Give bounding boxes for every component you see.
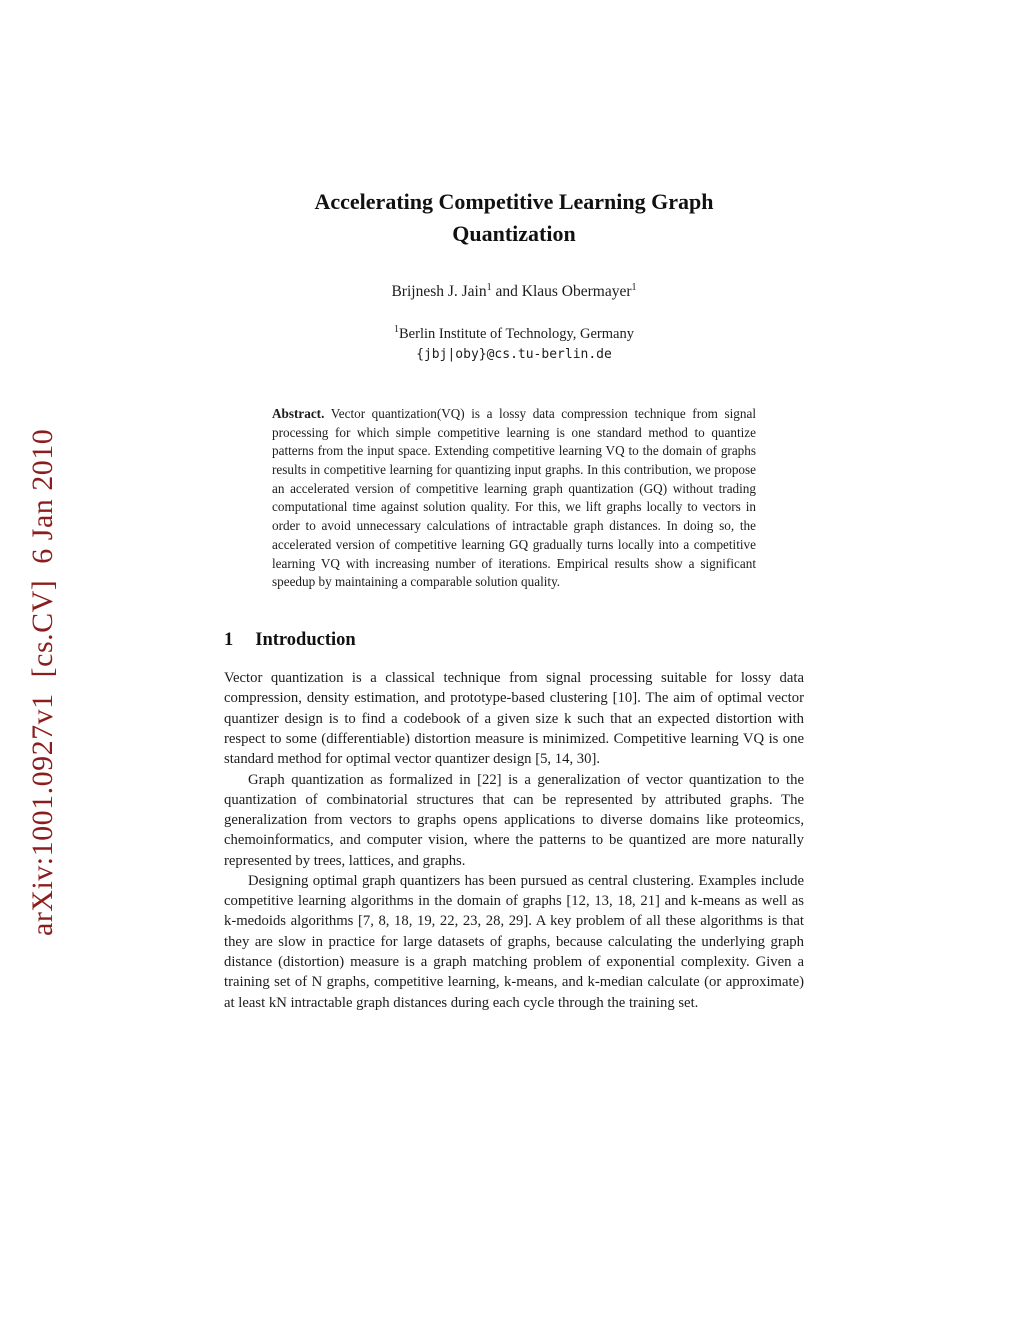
abstract-text: Vector quantization(VQ) is a lossy data compression technique from signal processing for which simple competitive learning is one standard method to quantize patterns from the input space. Extending competitive learning VQ to the domain of graphs results in competitive learning for quantizing input graphs. In this contribution, we propose an accelerated version of competitive learning graph quantization (GQ) without trading computational time against solution quality. For this, we lift graphs locally to vectors in order to avoid unnecessary calculations of intractable graph distances. In doing so, the accelerated version of competitive learning GQ gradually turns locally into a competitive learning VQ with increasing number of iterations. Empirical results show a significant speedup by maintaining a comparable solution quality. bbox=[272, 405, 756, 590]
paper-title: Accelerating Competitive Learning Graph Quantization bbox=[314, 189, 714, 246]
section-heading-introduction bbox=[224, 630, 804, 651]
affiliation-line bbox=[224, 324, 804, 343]
paragraph-2: Graph quantization as formalized in [22] is a generalization of vector quantization to the quantization of combinatorial structures that can be represented by attributed graphs. The generalization from vectors to graphs opens applications to diverse domains like proteomics, chemoinformatics, and computer vision, where the patterns to be quantized are more naturally represented by trees, lattices, and graphs. bbox=[224, 771, 804, 869]
author-name-1: Brijnesh J. Jain bbox=[391, 282, 487, 300]
email-line: {jbj|oby}@cs.tu-berlin.de bbox=[416, 346, 612, 362]
section-number: 1 bbox=[224, 630, 234, 651]
author-1-affiliation-mark: 1 bbox=[486, 281, 492, 293]
authors-connector: and bbox=[491, 282, 522, 300]
abstract-label: Abstract. bbox=[272, 405, 325, 421]
affiliation-text: Berlin Institute of Technology, Germany bbox=[399, 325, 634, 342]
paragraph-1: Vector quantization is a classical technique from signal processing suitable for lossy data compression, density estimation, and prototype-based clustering [10]. The aim of optimal vector quantizer design is to find a codebook of a given size k such that an expected distortion with respect to some (differentiable) distortion measure is minimized. Competitive learning VQ is one standard method for optimal vector quantizer design [5, 14, 30]. bbox=[224, 670, 804, 768]
arxiv-watermark: arXiv:1001.0927v1 [cs.CV] 6 Jan 2010 bbox=[26, 428, 59, 936]
paragraph-3: Designing optimal graph quantizers has been pursued as central clustering. Examples include competitive learning algorithms in the domain of graphs [12, 13, 18, 21] and k-means as well as k-medoids algorithms [7, 8, 18, 19, 22, 23, 28, 29]. A key problem of all these algorithms is that they are slow in practice for large datasets of graphs, because calculating the underlying graph distance (distortion) measure is a graph matching problem of exponential complexity. Given a training set of N graphs, competitive learning, k-means, and k-median calculate (or approximate) at least kN intractable graph distances during each cycle through the training set. bbox=[224, 872, 804, 1011]
section-title: Introduction bbox=[255, 630, 356, 651]
paper-content bbox=[224, 0, 804, 1013]
author-2-affiliation-mark: 1 bbox=[631, 281, 637, 293]
author-name-2: Klaus Obermayer bbox=[521, 282, 632, 300]
authors-line bbox=[224, 282, 804, 301]
abstract-block bbox=[272, 405, 756, 592]
affiliation-mark: 1 bbox=[394, 323, 400, 335]
